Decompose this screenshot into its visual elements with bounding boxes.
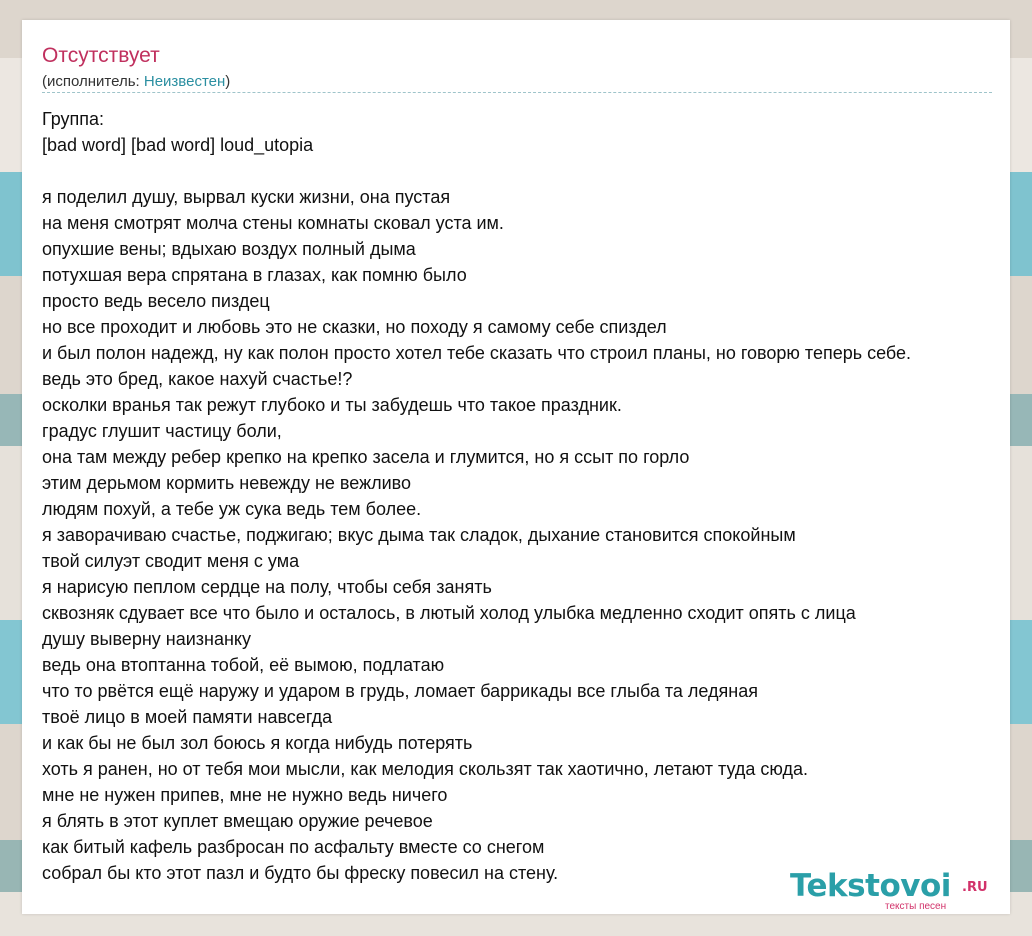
lyric-line: собрал бы кто этот пазл и будто бы фреску повесил на стену. xyxy=(42,863,559,883)
lyric-line: потухшая вера спрятана в глазах, как помню было xyxy=(42,265,467,285)
lyric-line: опухшие вены; вдыхаю воздух полный дыма xyxy=(42,239,416,259)
lyric-line: душу выверну наизнанку xyxy=(42,629,251,649)
lyric-line: градус глушит частицу боли, xyxy=(42,421,282,441)
lyric-line xyxy=(42,158,911,184)
artist-prefix: (исполнитель: xyxy=(42,73,144,90)
lyric-line: этим дерьмом кормить невежду не вежливо xyxy=(42,473,412,493)
lyric-line: ведь она втоптанна тобой, её вымою, подлатаю xyxy=(42,655,445,675)
site-logo[interactable] xyxy=(790,868,1000,912)
lyric-line: я поделил душу, вырвал куски жизни, она пустая xyxy=(42,187,451,207)
artist-link[interactable]: Неизвестен xyxy=(143,73,226,90)
lyric-line: мне не нужен припев, мне не нужно ведь ничего xyxy=(42,785,448,805)
lyric-line: сквозняк сдувает все что было и осталось, в лютый холод улыбка медленно сходит опять с лица xyxy=(42,603,856,623)
lyric-line: я блять в этот куплет вмещаю оружие речевое xyxy=(42,811,433,831)
lyrics-card xyxy=(22,20,1010,914)
lyric-line: ведь это бред, какое нахуй счастье!? xyxy=(42,369,353,389)
lyric-line: твоё лицо в моей памяти навсегда xyxy=(42,707,333,727)
lyric-line: но все проходит и любовь это не сказки, но походу я самому себе спиздел xyxy=(42,317,667,337)
lyric-line: твой силуэт сводит меня с ума xyxy=(42,551,300,571)
artist-line xyxy=(42,73,230,90)
lyric-line: на меня смотрят молча стены комнаты сковал уста им. xyxy=(42,213,504,233)
logo-tagline: тексты песен xyxy=(885,901,947,912)
song-title: Отсутствует xyxy=(42,44,160,67)
lyric-line: осколки вранья так режут глубоко и ты забудешь что такое праздник. xyxy=(42,395,622,415)
lyric-line: хоть я ранен, но от тебя мои мысли, как мелодия скользят так хаотично, летают туда сюда. xyxy=(42,759,809,779)
logo-name: Tekstovoi xyxy=(790,868,951,904)
lyric-line: людям похуй, а тебе уж сука ведь тем более. xyxy=(42,499,422,519)
logo-tld: .RU xyxy=(962,880,988,895)
lyric-line: она там между ребер крепко на крепко засела и глумится, но я ссыт по горло xyxy=(42,447,690,467)
artist-suffix: ) xyxy=(225,73,231,90)
lyric-line: просто ведь весело пиздец xyxy=(42,291,270,311)
lyric-line: Группа: xyxy=(42,109,105,129)
lyric-line: я нарисую пеплом сердце на полу, чтобы себя занять xyxy=(42,577,492,597)
lyric-line: что то рвётся ещё наружу и ударом в грудь, ломает баррикады все глыба та ледяная xyxy=(42,681,758,701)
lyrics-text xyxy=(42,106,911,886)
divider xyxy=(42,92,992,93)
lyric-line: [bad word] [bad word] loud_utopia xyxy=(42,135,314,155)
lyric-line: и как бы не был зол боюсь я когда нибудь потерять xyxy=(42,733,473,753)
lyric-line: и был полон надежд, ну как полон просто хотел тебе сказать что строил планы, но говорю теперь себе. xyxy=(42,343,912,363)
lyric-line: я заворачиваю счастье, поджигаю; вкус дыма так сладок, дыхание становится спокойным xyxy=(42,525,796,545)
lyric-line: как битый кафель разбросан по асфальту вместе со снегом xyxy=(42,837,545,857)
